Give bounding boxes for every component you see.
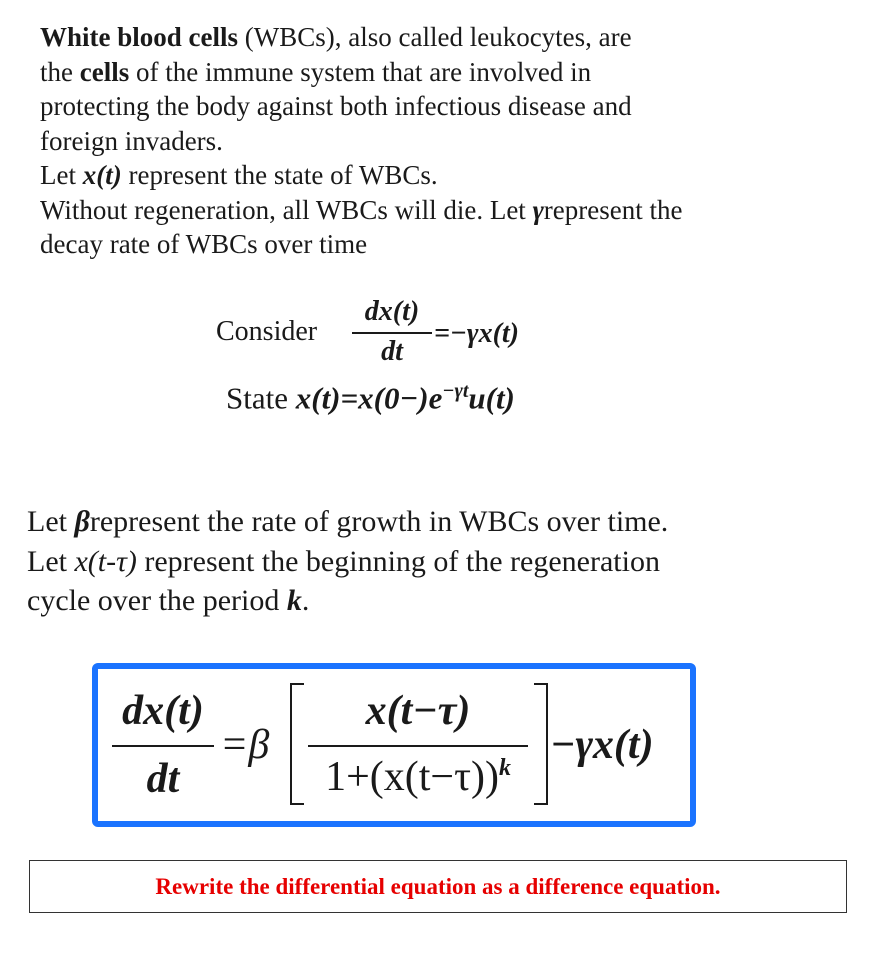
growth-line-2: Let x(t-τ) represent the beginning of the regeneration	[27, 544, 660, 578]
main-inner-denominator: $1+(x(t-\tau))^k$	[325, 754, 511, 800]
main-exponent-k: k	[498, 755, 511, 781]
consider-word: Consider	[216, 316, 318, 347]
intro-paragraph	[40, 20, 840, 262]
right-bracket	[534, 683, 548, 805]
main-equals-beta: =β	[220, 722, 270, 768]
growth-paragraph	[27, 502, 847, 621]
prompt-box	[29, 860, 847, 913]
growth-line-1: Let βrepresent the rate of growth in WBCs over time.	[27, 505, 669, 538]
intro-line-3: protecting the body against both infectious disease and	[40, 91, 632, 121]
growth-line-3: cycle over the period k.	[27, 584, 310, 617]
intro-line-7: decay rate of WBCs over time	[40, 229, 368, 259]
main-inner-fraction	[308, 687, 528, 801]
consider-fraction	[352, 296, 432, 368]
main-lhs-denominator: dt	[146, 756, 180, 802]
left-bracket	[290, 683, 304, 805]
intro-line-4: foreign invaders.	[40, 125, 223, 156]
main-lhs-fraction	[112, 687, 214, 803]
intro-line-2: the cells of the immune system that are involved in	[40, 56, 592, 87]
consider-rhs: =−γx(t)	[434, 318, 519, 349]
main-lhs-numerator: dx(t)	[122, 688, 204, 734]
main-inner-bar	[308, 745, 528, 747]
intro-line-5: Let x(t) represent the state of WBCs.	[40, 160, 438, 190]
state-equation: State $x(t)=x(0-)e^{-\gamma t}u(t)$	[226, 380, 515, 416]
intro-line-1: White blood cells (WBCs), also called leukocytes, are	[40, 22, 632, 52]
main-lhs-bar	[112, 745, 214, 747]
consider-fraction-bar	[352, 332, 432, 334]
main-equation-box	[92, 663, 696, 827]
main-equation	[98, 669, 690, 821]
intro-line-6: Without regeneration, all WBCs will die. Let γrepresent the	[40, 194, 683, 225]
consider-denominator: dt	[381, 335, 403, 367]
main-inner-numerator: x(t−τ)	[365, 688, 471, 734]
prompt-text: Rewrite the differential equation as a difference equation.	[155, 873, 721, 899]
consider-numerator: dx(t)	[364, 296, 420, 327]
main-rhs: −γx(t)	[550, 722, 654, 768]
state-exponent: −γt	[442, 380, 469, 402]
